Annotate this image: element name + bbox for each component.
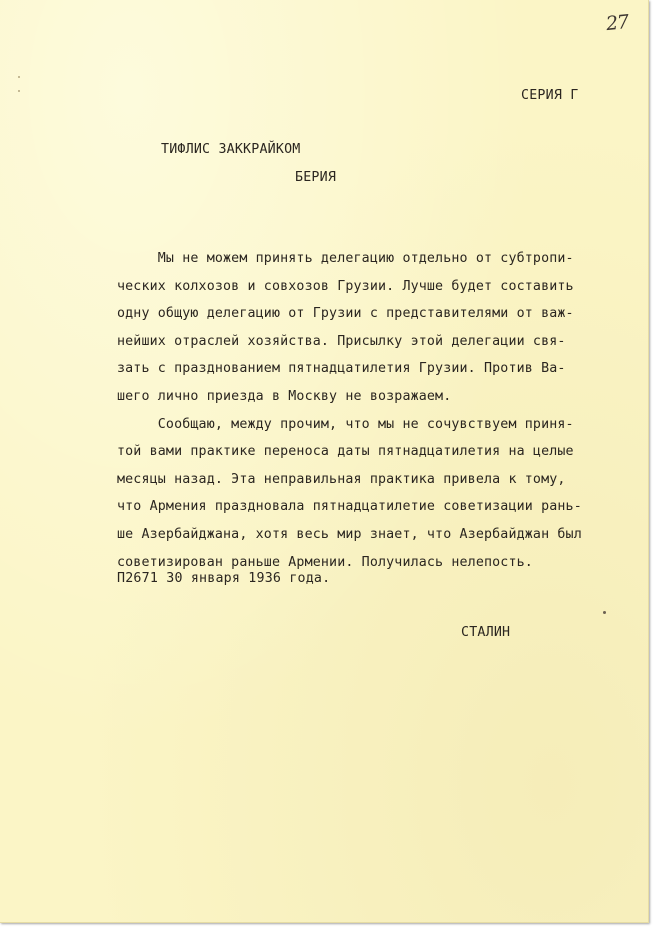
- body-line: Мы не можем принять делегацию отдельно от субтропи-: [117, 251, 574, 266]
- body-line: ческих колхозов и совхозов Грузии. Лучше будет составить: [117, 278, 574, 294]
- ink-speck: [18, 90, 20, 92]
- telegram-body: [117, 245, 582, 576]
- ink-speck: [603, 611, 606, 614]
- body-line: той вами практике переноса даты пятнадцатилетия на целые: [117, 444, 574, 460]
- signature: СТАЛИН: [461, 625, 511, 640]
- body-line: Сообщаю, между прочим, что мы не сочувствуем приня-: [117, 416, 574, 432]
- body-line: одну общую делегацию от Грузии с представителями от важ-: [117, 306, 574, 322]
- ink-speck: [18, 76, 20, 78]
- body-line: нейших отраслей хозяйства. Присылку этой делегации свя-: [117, 333, 566, 349]
- handwritten-page-number: 27: [604, 10, 630, 36]
- address-line-1: ТИФЛИС ЗАККРАЙКОМ: [161, 142, 301, 157]
- body-line: шего лично приезда в Москву не возражаем.: [117, 388, 452, 404]
- body-line: советизирован раньше Армении. Получилась нелепость.: [117, 554, 533, 570]
- reference-line: П2671 30 января 1936 года.: [117, 571, 331, 586]
- body-line: ше Азербайджана, хотя весь мир знает, что Азербайджан был: [117, 526, 582, 542]
- address-line-2: БЕРИЯ: [295, 170, 337, 185]
- series-label: СЕРИЯ Г: [521, 88, 579, 103]
- body-line: что Армения праздновала пятнадцатилетие советизации рань-: [117, 499, 582, 515]
- body-line: зать с празднованием пятнадцатилетия Грузии. Против Ва-: [117, 361, 566, 377]
- body-line: месяцы назад. Эта неправильная практика привела к тому,: [117, 471, 566, 487]
